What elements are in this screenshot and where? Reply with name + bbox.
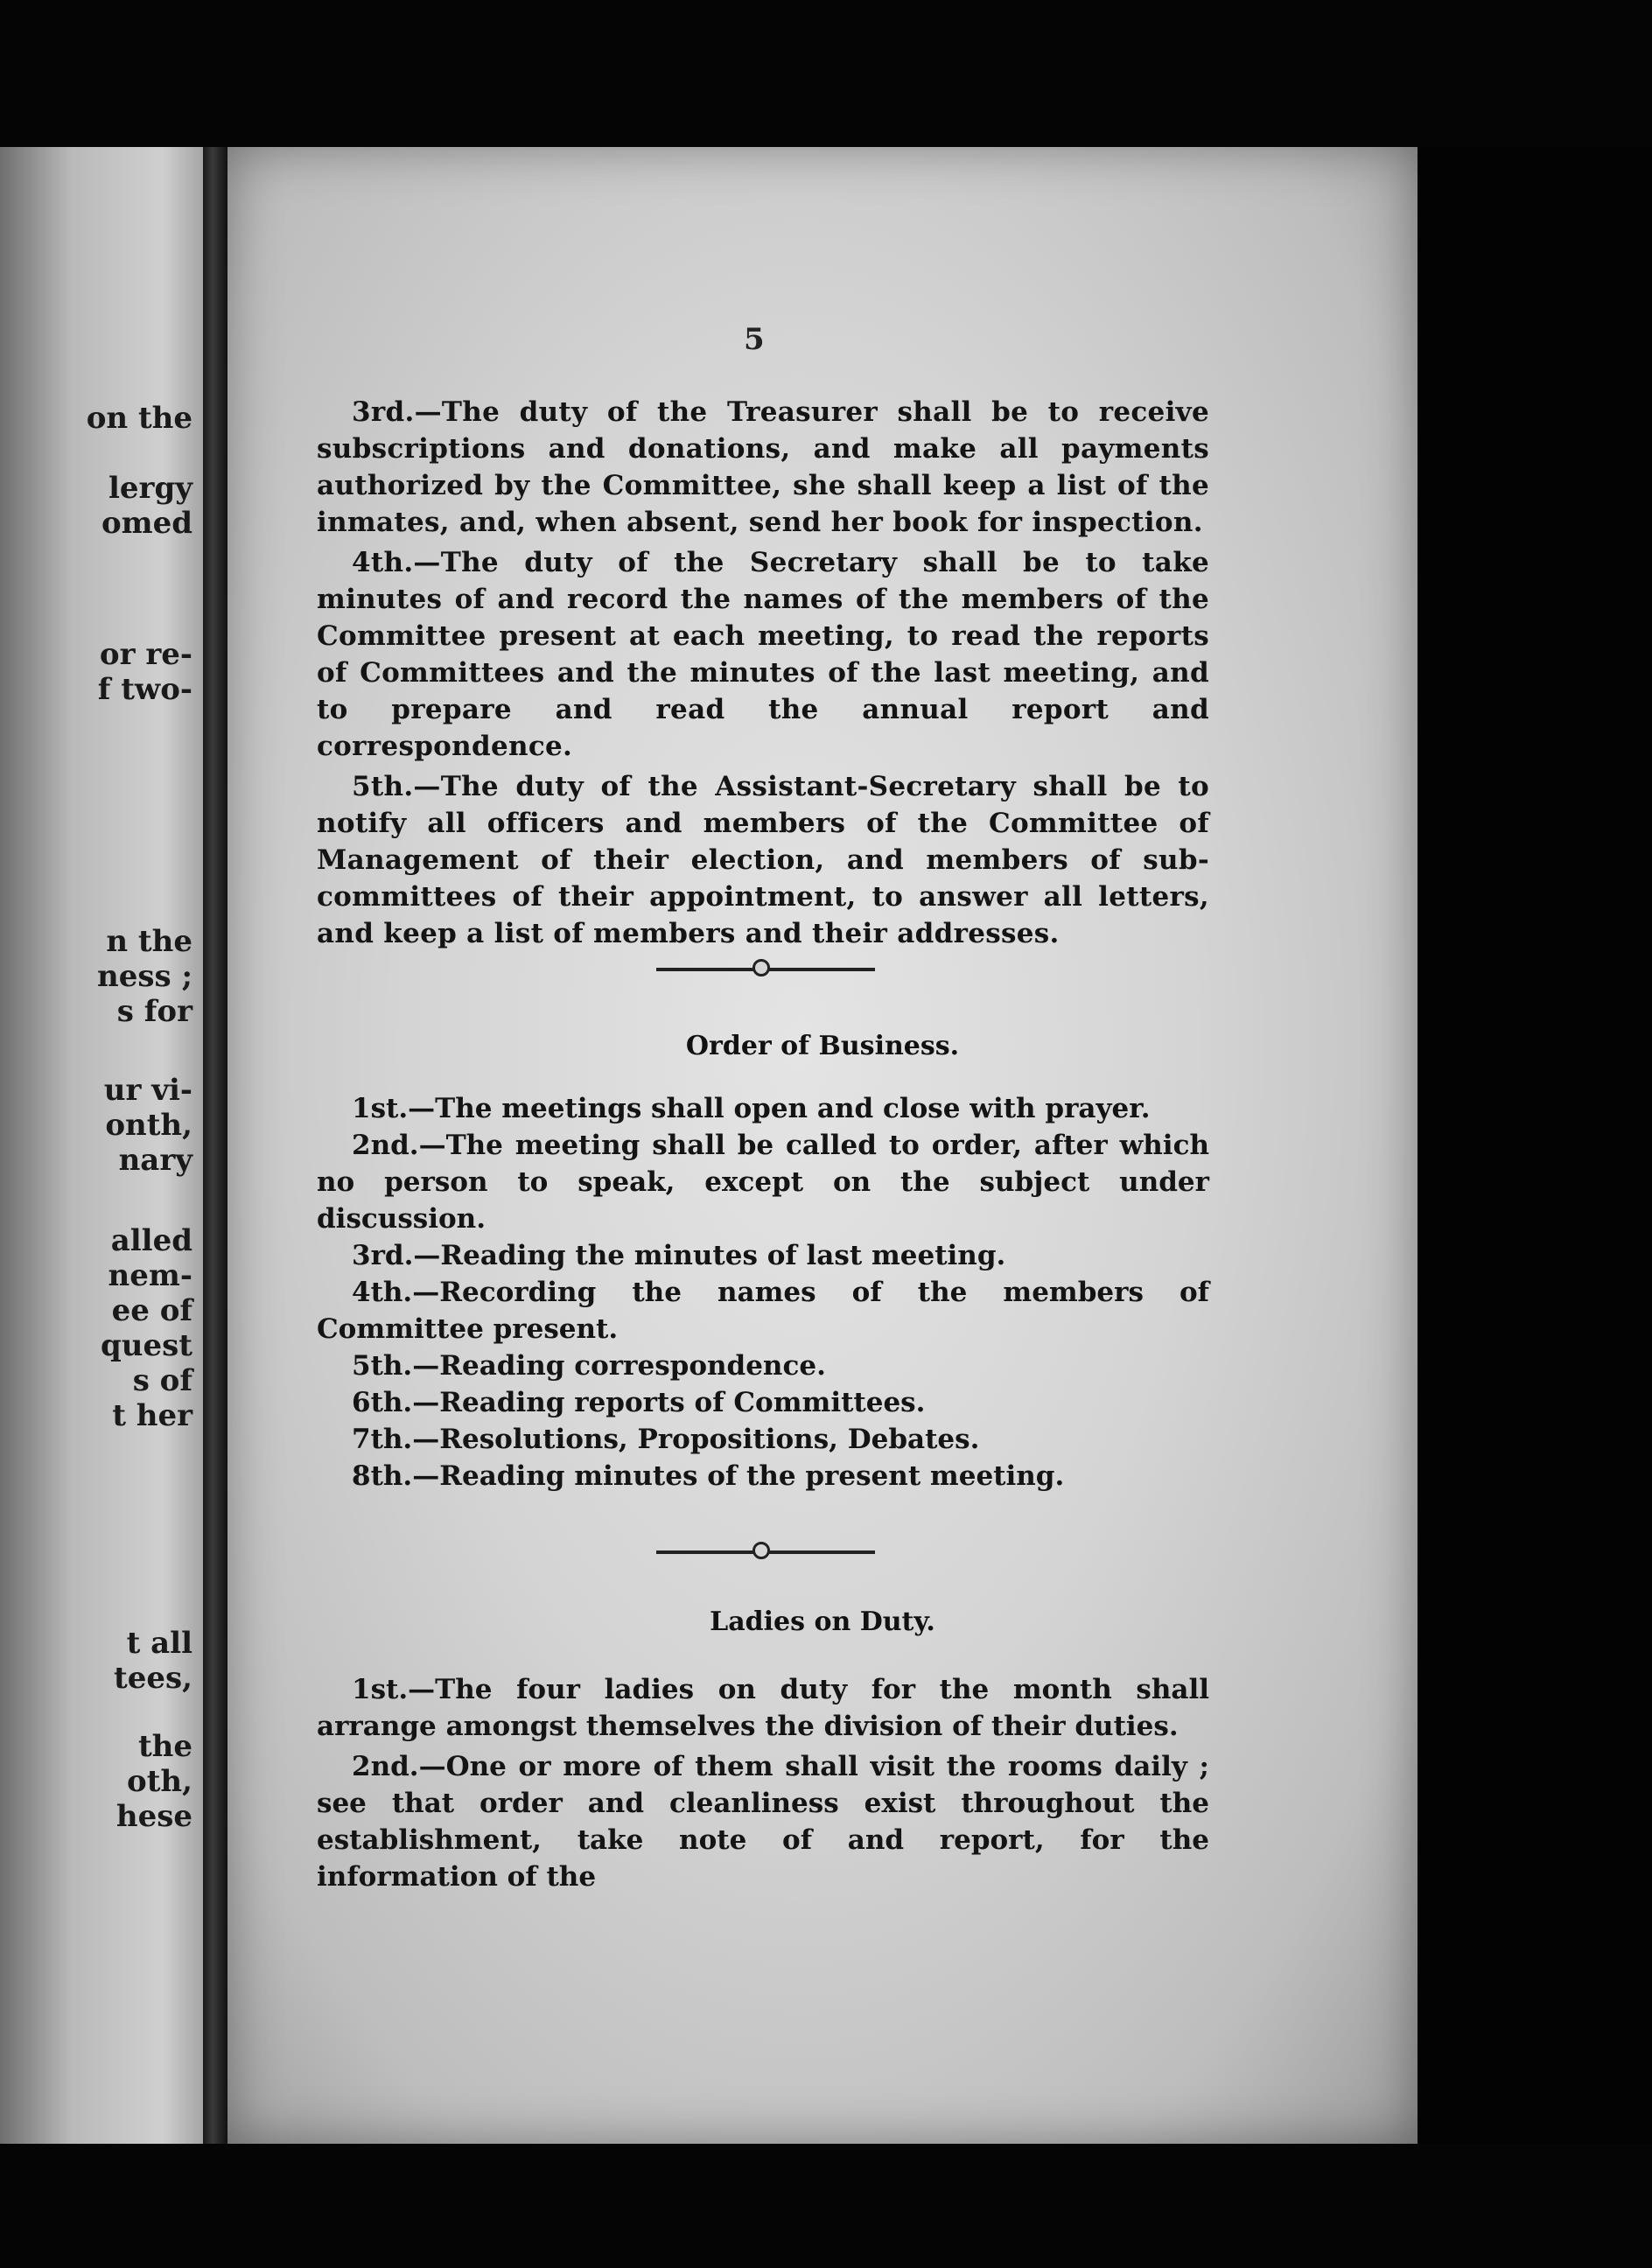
section-divider [656, 1550, 875, 1554]
left-fragment: on the [86, 401, 192, 436]
section-divider [656, 968, 875, 971]
left-page-text-fragments [0, 147, 192, 2144]
left-fragment: lergy [108, 471, 192, 506]
scan-border [1418, 147, 1652, 2144]
officer-duties-section [317, 394, 1209, 952]
ladies-on-duty-heading: Ladies on Duty. [710, 1606, 935, 1637]
document-page [228, 147, 1418, 2144]
list-item: 2nd.—One or more of them shall visit the rooms daily ; see that order and cleanliness exist throughout the establishment, take note of and report, for the information of the [317, 1751, 1209, 1893]
left-fragment: n the [106, 924, 192, 959]
left-fragment: hese [116, 1799, 192, 1834]
left-fragment: onth, [105, 1108, 192, 1143]
list-item: 1st.—The four ladies on duty for the month shall arrange amongst themselves the division of their duties. [317, 1674, 1209, 1742]
list-item: 6th.—Reading reports of Committees. [352, 1387, 926, 1418]
order-of-business-heading: Order of Business. [685, 1031, 960, 1061]
divider-ornament [752, 1542, 770, 1559]
left-fragment: nem- [108, 1258, 192, 1293]
left-fragment: s of [132, 1363, 192, 1398]
treasurer-duty-paragraph: 3rd.—The duty of the Treasurer shall be to receive subscriptions and donations, and make all payments authorized by the Committee, she shall keep a list of the inmates, and, when absent, send her book for inspection. [317, 396, 1209, 538]
ladies-on-duty-list [317, 1671, 1209, 1895]
left-fragment: t all [126, 1626, 192, 1661]
left-facing-page [0, 147, 203, 2144]
left-fragment: oth, [127, 1764, 192, 1799]
left-fragment: tees, [114, 1661, 192, 1696]
page-number: 5 [744, 322, 765, 357]
left-fragment: quest [101, 1328, 192, 1363]
list-item: 8th.—Reading minutes of the present meeting. [352, 1460, 1065, 1492]
assistant-secretary-duty-paragraph: 5th.—The duty of the Assistant-Secretary shall be to notify all officers and members of the Committee of Management of their election, and members of sub-committees of their appointment, to answer all letters, and keep a list of members and their addresses. [317, 771, 1209, 949]
left-fragment: ur vi- [103, 1073, 192, 1108]
order-of-business-list [317, 1090, 1209, 1494]
list-item: 5th.—Reading correspondence. [352, 1350, 826, 1382]
list-item: 1st.—The meetings shall open and close with prayer. [352, 1093, 1151, 1124]
list-item: 7th.—Resolutions, Propositions, Debates. [352, 1424, 980, 1455]
left-fragment: t her [112, 1398, 192, 1433]
list-item: 2nd.—The meeting shall be called to order, after which no person to speak, except on the subject under discussion. [317, 1130, 1209, 1235]
book-gutter [203, 147, 228, 2144]
left-fragment: or re- [99, 637, 192, 672]
left-fragment: alled [110, 1223, 192, 1258]
left-fragment: ness ; [96, 959, 192, 994]
list-item: 4th.—Recording the names of the members of Committee present. [317, 1277, 1209, 1345]
left-fragment: f two- [97, 672, 192, 707]
secretary-duty-paragraph: 4th.—The duty of the Secretary shall be to take minutes of and record the names of the members of the Committee present at each meeting, to read the reports of Committees and the minutes of the last meeting, and to prepare and read the annual report and correspondence. [317, 547, 1209, 762]
left-fragment: omed [101, 506, 192, 541]
left-fragment: nary [118, 1143, 192, 1178]
divider-ornament [752, 959, 770, 976]
left-fragment: ee of [111, 1293, 192, 1328]
left-fragment: s for [116, 994, 192, 1029]
list-item: 3rd.—Reading the minutes of last meeting. [352, 1240, 1006, 1271]
left-fragment: the [137, 1729, 192, 1764]
